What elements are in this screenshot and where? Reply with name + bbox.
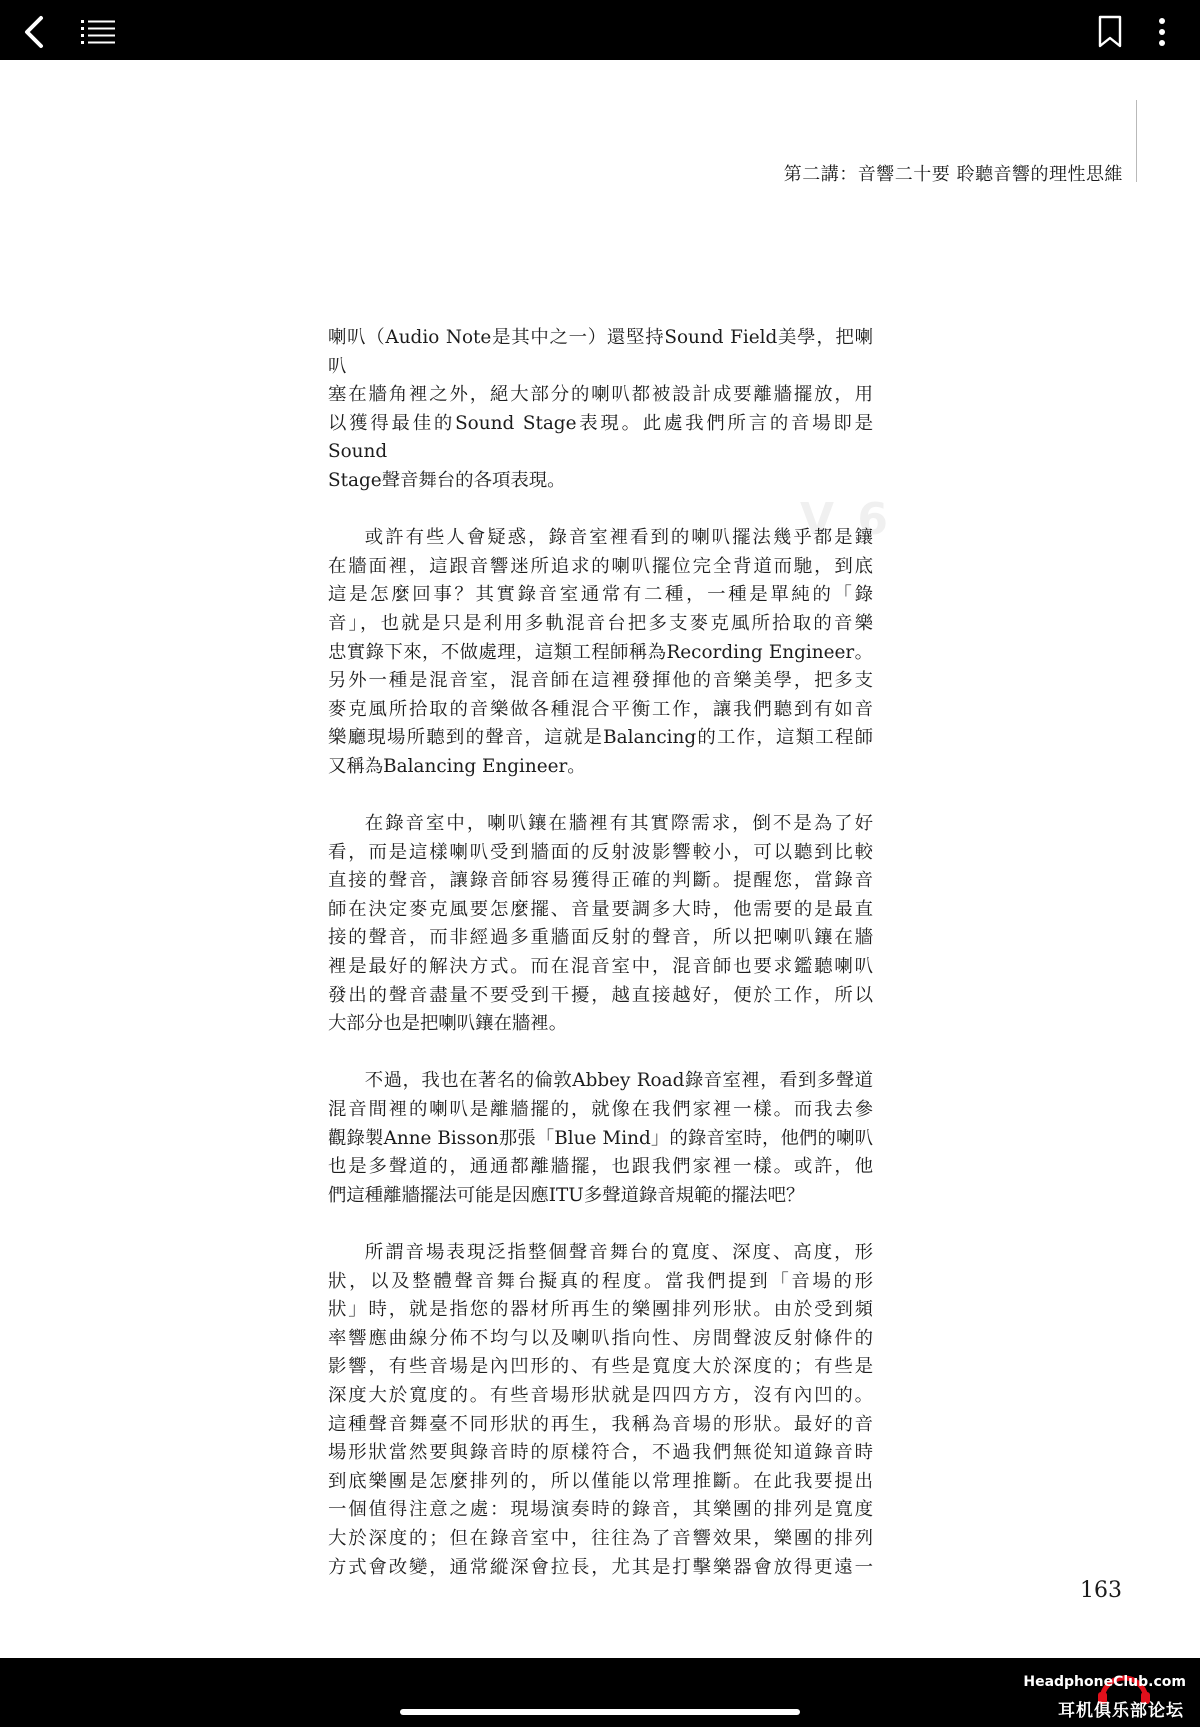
- text-line: 接的聲音，而非經過多重牆面反射的聲音，所以把喇叭鑲在牆: [328, 927, 873, 949]
- text-line: 發出的聲音盡量不要受到干擾，越直接越好，便於工作，所以: [328, 984, 873, 1006]
- text-line: 音」，也就是只是利用多軌混音台把多支麥克風所拾取的音樂: [328, 612, 873, 634]
- text-line: 也是多聲道的，通通都離牆擺，也跟我們家裡一樣。或許，他: [328, 1156, 873, 1178]
- back-button[interactable]: [14, 12, 54, 52]
- text-line: 塞在牆角裡之外，絕大部分的喇叭都被設計成要離牆擺放，用: [328, 384, 873, 406]
- paragraph: [328, 1067, 873, 1210]
- text-line: 不過，我也在著名的倫敦Abbey Road錄音室裡，看到多聲道: [364, 1070, 873, 1092]
- more-options-button[interactable]: [1148, 10, 1176, 54]
- text-line: 樂廳現場所聽到的聲音，這就是Balancing的工作，這類工程師: [328, 727, 873, 749]
- text-line: 狀，以及整體聲音舞台擬真的程度。當我們提到「音場的形: [328, 1270, 873, 1292]
- text-line: 方式會改變，通常縱深會拉長，尤其是打擊樂器會放得更遠一: [328, 1556, 873, 1578]
- text-line: 在錄音室中，喇叭鑲在牆裡有其實際需求，倒不是為了好: [364, 813, 873, 835]
- text-line: 師在決定麥克風要怎麼擺、音量要調多大時，他需要的是最直: [328, 898, 873, 920]
- text-line: 直接的聲音，讓錄音師容易獲得正確的判斷。提醒您，當錄音: [328, 870, 873, 892]
- table-of-contents-button[interactable]: [76, 12, 120, 52]
- text-line: 大於深度的；但在錄音室中，往往為了音響效果，樂團的排列: [328, 1527, 873, 1549]
- running-header: 第二講：音響二十要 聆聽音響的理性思維: [783, 164, 1123, 185]
- text-line: 觀錄製Anne Bisson那張「Blue Mind」的錄音室時，他們的喇叭: [328, 1127, 873, 1149]
- text-line: 率響應曲線分佈不均勻以及喇叭指向性、房間聲波反射條件的: [328, 1327, 873, 1349]
- site-logo: [1024, 1666, 1194, 1724]
- home-indicator[interactable]: [400, 1709, 800, 1715]
- text-line: 大部分也是把喇叭鑲在牆裡。: [328, 1013, 568, 1035]
- text-line: 在牆面裡，這跟音響迷所追求的喇叭擺位完全背道而馳，到底: [328, 555, 873, 577]
- body-text: [328, 324, 873, 1611]
- text-line: 所謂音場表現泛指整個聲音舞台的寬度、深度、高度，形: [364, 1242, 873, 1263]
- page-number: 163: [1080, 1578, 1122, 1603]
- more-vertical-icon: [1158, 17, 1166, 47]
- text-line: 看，而是這樣喇叭受到牆面的反射波影響較小，可以聽到比較: [328, 841, 873, 863]
- text-line: 這是怎麼回事？其實錄音室通常有二種，一種是單純的「錄: [328, 584, 873, 606]
- bookmark-icon: [1097, 15, 1123, 49]
- logo-text-zh: 耳机俱乐部论坛: [1058, 1701, 1184, 1721]
- header-rule: [1136, 100, 1137, 182]
- text-line: 到底樂團是怎麼排列的，所以僅能以常理推斷。在此我要提出: [328, 1470, 873, 1492]
- paragraph: [328, 524, 873, 781]
- bookmark-button[interactable]: [1090, 10, 1130, 54]
- text-line: 麥克風所拾取的音樂做各種混合平衡工作，讓我們聽到有如音: [328, 698, 873, 720]
- text-line: 影響，有些音場是內凹形的、有些是寬度大於深度的；有些是: [328, 1356, 873, 1378]
- text-line: 又稱為Balancing Engineer。: [328, 755, 586, 777]
- list-icon: [81, 18, 115, 46]
- paragraph: [328, 1239, 873, 1582]
- text-line: 場形狀當然要與錄音時的原樣符合，不過我們無從知道錄音時: [328, 1442, 873, 1464]
- text-line: 以獲得最佳的Sound Stage表現。此處我們所言的音場即是Sound: [328, 412, 873, 463]
- bottom-bar: [0, 1658, 1200, 1727]
- text-line: 深度大於寬度的。有些音場形狀就是四四方方，沒有內凹的。: [328, 1384, 873, 1406]
- text-line: 忠實錄下來，不做處理，這類工程師稱為Recording Engineer。: [328, 641, 873, 663]
- text-line: 狀」時，就是指您的器材所再生的樂團排列形狀。由於受到頻: [328, 1299, 873, 1321]
- text-line: 裡是最好的解決方式。而在混音室中，混音師也要求鑑聽喇叭: [328, 956, 873, 978]
- text-line: 混音間裡的喇叭是離牆擺的，就像在我們家裡一樣。而我去參: [328, 1099, 873, 1121]
- text-line: 們這種離牆擺法可能是因應ITU多聲道錄音規範的擺法吧？: [328, 1184, 805, 1206]
- text-line: 另外一種是混音室，混音師在這裡發揮他的音樂美學，把多支: [328, 670, 873, 692]
- chevron-left-icon: [21, 14, 47, 50]
- logo-text-en: HeadphoneClub.com: [1023, 1674, 1186, 1690]
- watermark: V 6: [800, 494, 892, 545]
- text-line: Stage聲音舞台的各項表現。: [328, 469, 566, 491]
- reader-top-toolbar: [0, 0, 1200, 60]
- text-line: 喇叭（Audio Note是其中之一）還堅持Sound Field美學，把喇叭: [328, 327, 873, 377]
- text-line: 一個值得注意之處：現場演奏時的錄音，其樂團的排列是寬度: [328, 1499, 873, 1521]
- text-line: 這種聲音舞臺不同形狀的再生，我稱為音場的形狀。最好的音: [328, 1413, 873, 1435]
- paragraph: [328, 324, 873, 496]
- text-line: 或許有些人會疑惑，錄音室裡看到的喇叭擺法幾乎都是鑲: [364, 527, 873, 549]
- paragraph: [328, 810, 873, 1039]
